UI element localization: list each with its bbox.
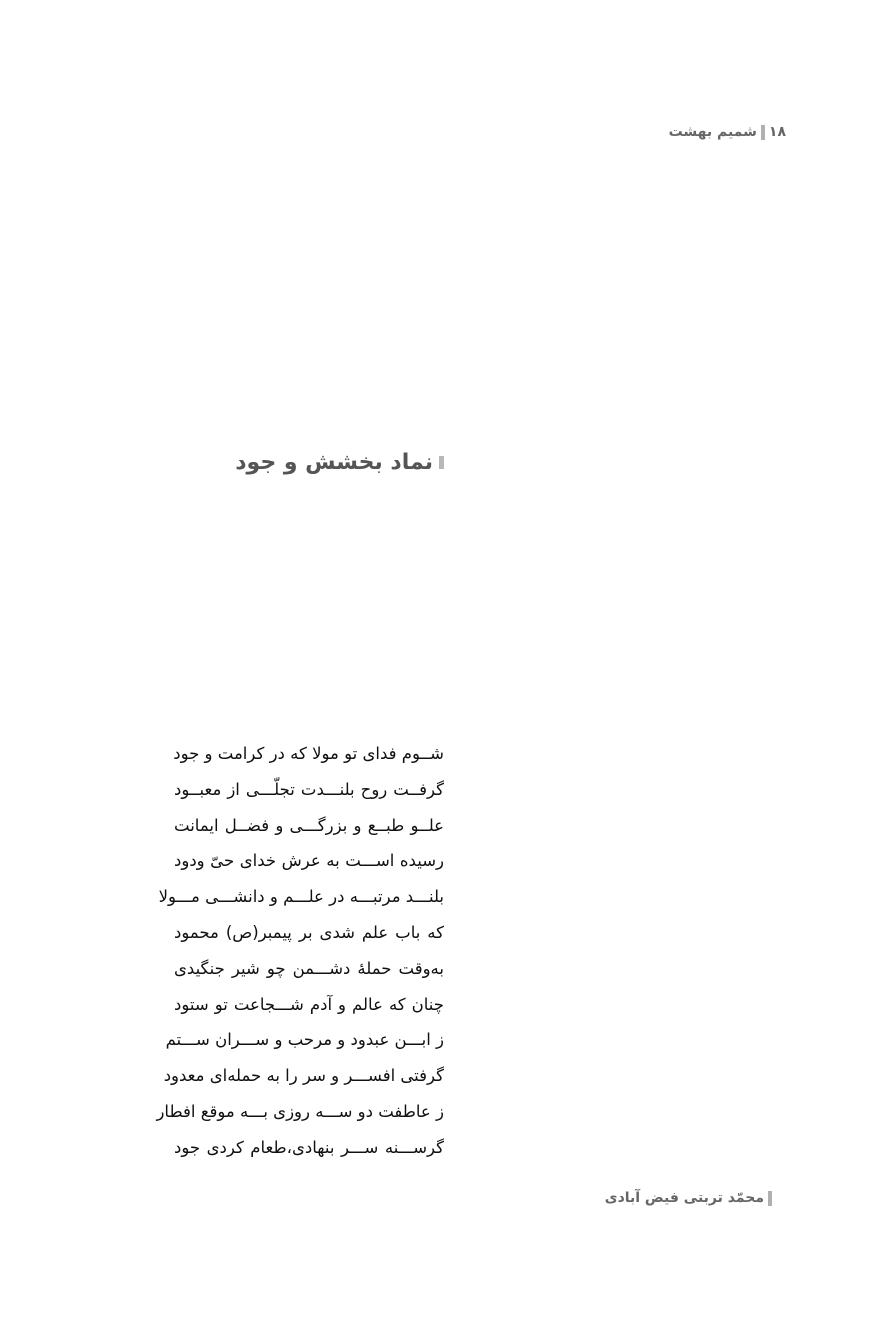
- verse: بلنـــد مرتبـــه در علـــم و دانشـــی مـــولا: [158, 887, 444, 907]
- verse: گرفتی افســـر و سر را به حمله‌ای معدود: [163, 1066, 444, 1086]
- verse: که باب علم شدی بر پیمبر(ص) محمود: [174, 922, 444, 942]
- verse: گرفــت روح بلنـــدت تجلّـــی از معبــود: [174, 779, 444, 799]
- verse: گرســـنه ســـر بنهادی،طعام کردی جود: [174, 1137, 444, 1157]
- verse: علــو طبــع و بزرگـــی و فضــل ایمانت: [174, 815, 444, 835]
- author-marker: [768, 1191, 772, 1206]
- author-name: محمّد تربتی فیض آبادی: [604, 1190, 764, 1206]
- author-block: [605, 1190, 772, 1206]
- verse: ز عاطفت دو ســـه روزی بـــه موقع افطار: [156, 1101, 444, 1121]
- verse: ز ابـــن عبدود و مرحب و ســـران ســـتم: [165, 1030, 444, 1050]
- verse: رسیده اســـت به عرش خدای حیّ ودود: [174, 851, 444, 871]
- poem: [156, 736, 444, 1166]
- verse: چنان که عالم و آدم شـــجاعت تو ستود: [174, 994, 444, 1014]
- verse: شــوم فدای تو مولا که در کرامت و جود: [173, 744, 444, 763]
- running-head: [669, 124, 786, 140]
- verse: به‌وقت حملهٔ دشـــمن چو شیر جنگیدی: [174, 958, 444, 978]
- book-title: شمیم بهشت: [668, 124, 757, 140]
- separator-bar: [761, 125, 765, 140]
- page-number: ۱۸: [768, 124, 786, 140]
- poem-title-block: [235, 450, 444, 475]
- poem-title: نماد بخشش و جود: [235, 450, 433, 475]
- title-marker: [439, 456, 444, 469]
